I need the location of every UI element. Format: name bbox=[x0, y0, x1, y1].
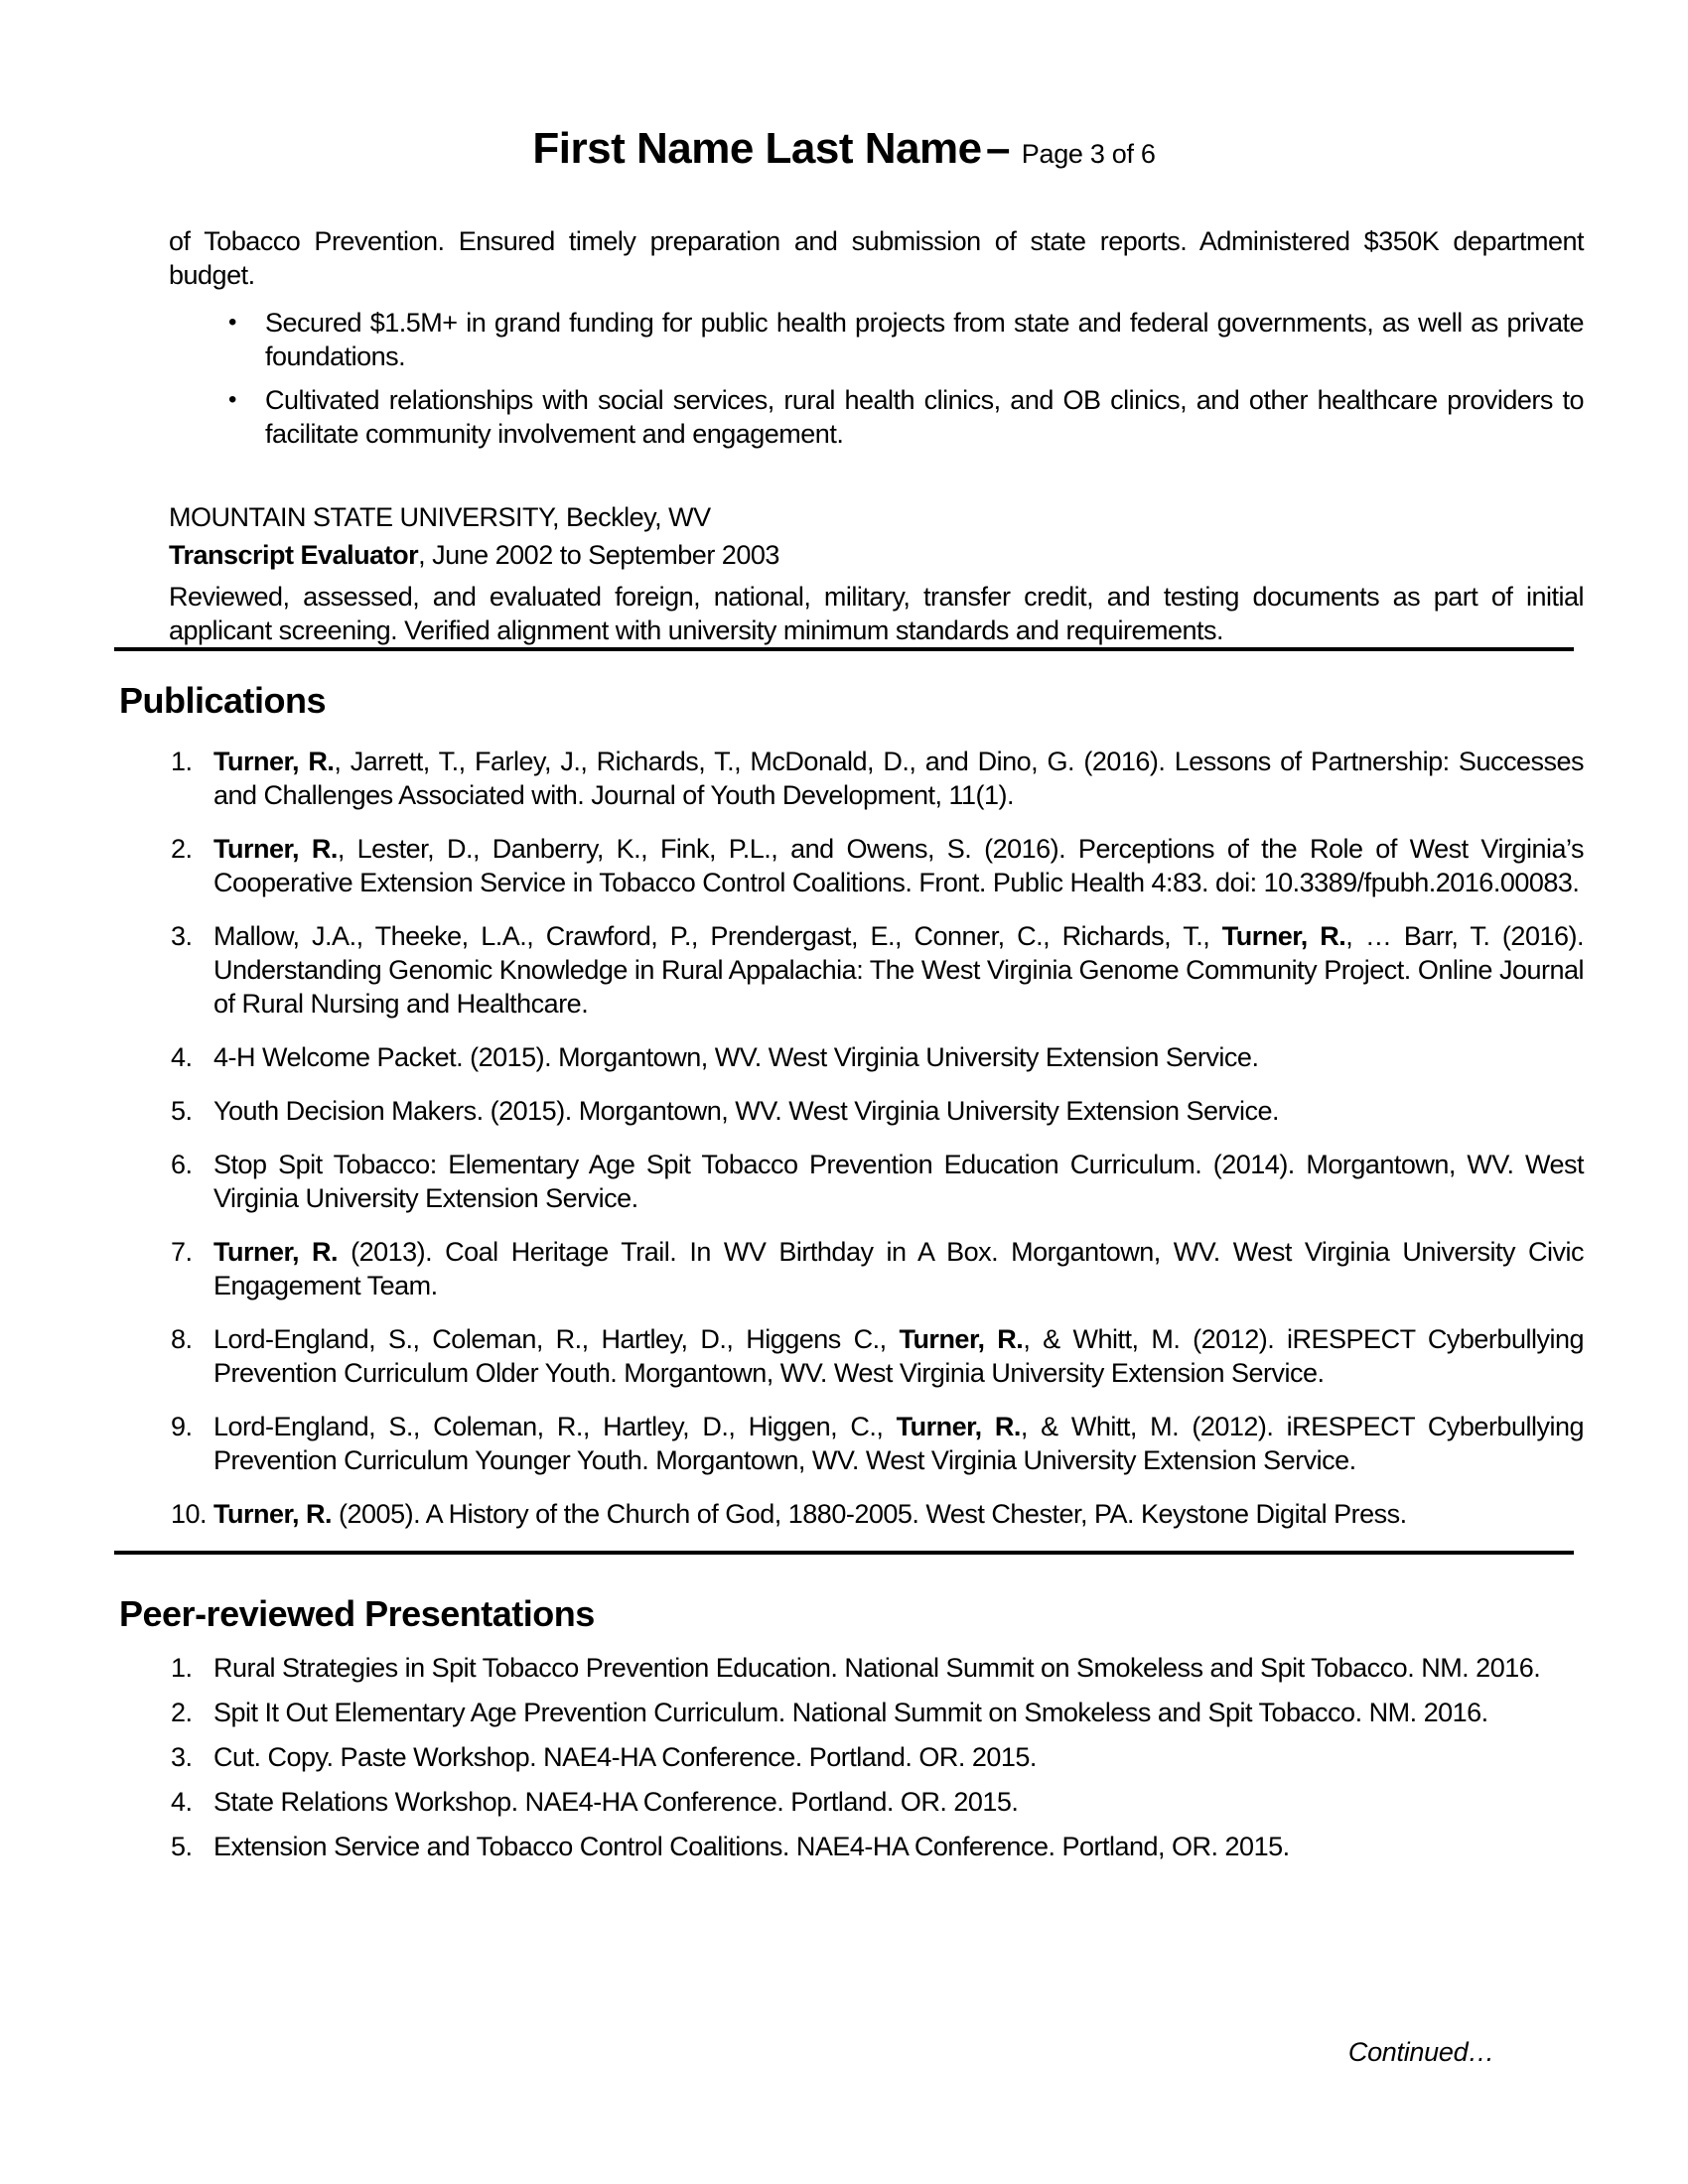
publication-item bbox=[119, 919, 1584, 1021]
author-name-bold: Turner, R. bbox=[213, 1499, 333, 1529]
job-description: Reviewed, assessed, and evaluated foreign, national, military, transfer credit, and testing documents as part of initial applicant screening. Verified alignment with university minimum standards and requirements. bbox=[169, 582, 1584, 645]
author-name-bold: Turner, R. bbox=[1221, 921, 1346, 951]
publications-heading: Publications bbox=[119, 680, 327, 721]
citation-text: Lord-England, S., Coleman, R., Hartley, D., Higgen, C., bbox=[213, 1412, 897, 1441]
publication-item bbox=[119, 1040, 1584, 1074]
citation-text: , Jarrett, T., Farley, J., Richards, T., McDonald, D., and Dino, G. (2016). Lessons of Partnership: Successes and Challenges Associated with. Journal of Youth Development, 11(1). bbox=[213, 747, 1584, 810]
list-number: 3. bbox=[171, 1742, 193, 1772]
experience-bullet-list bbox=[119, 306, 1584, 451]
list-number: 1. bbox=[171, 747, 193, 776]
publication-item bbox=[119, 1497, 1584, 1531]
citation-text: , & Whitt, M. (2012). iRESPECT Cyberbullying Prevention Curriculum Younger Youth. Morgantown, WV. West Virginia University Extension Service. bbox=[213, 1412, 1584, 1475]
job-title-line bbox=[169, 538, 1584, 572]
job-title-bold: Transcript Evaluator bbox=[169, 540, 419, 570]
bullet-text: Secured $1.5M+ in grand funding for public health projects from state and federal governments, as well as private foundations. bbox=[265, 308, 1584, 371]
publication-item bbox=[119, 1322, 1584, 1390]
list-number: 6. bbox=[171, 1150, 193, 1179]
list-number: 9. bbox=[171, 1412, 193, 1441]
list-number: 2. bbox=[171, 834, 193, 864]
presentations-heading: Peer-reviewed Presentations bbox=[119, 1593, 595, 1634]
presentation-item bbox=[119, 1786, 1584, 1818]
publication-item bbox=[119, 1235, 1584, 1302]
citation-text: Mallow, J.A., Theeke, L.A., Crawford, P., Prendergast, E., Conner, C., Richards, T., bbox=[213, 921, 1222, 951]
experience-bullet bbox=[119, 306, 1584, 373]
page-content bbox=[119, 224, 1584, 1862]
experience-section bbox=[119, 224, 1584, 647]
citation-text: Cut. Copy. Paste Workshop. NAE4-HA Conference. Portland. OR. 2015. bbox=[213, 1742, 1037, 1772]
list-number: 10. bbox=[171, 1499, 208, 1529]
author-name-bold: Turner, R. bbox=[213, 1237, 339, 1267]
page-header bbox=[0, 121, 1688, 187]
experience-intro-paragraph: of Tobacco Prevention. Ensured timely preparation and submission of state reports. Administered $350K department budget. bbox=[169, 226, 1584, 290]
list-number: 5. bbox=[171, 1096, 193, 1126]
header-name: First Name Last Name bbox=[532, 124, 982, 173]
list-number: 4. bbox=[171, 1787, 193, 1817]
publication-item bbox=[119, 832, 1584, 899]
author-name-bold: Turner, R. bbox=[896, 1412, 1021, 1441]
publications-list bbox=[119, 745, 1584, 1531]
publication-item bbox=[119, 745, 1584, 812]
citation-text: Spit It Out Elementary Age Prevention Curriculum. National Summit on Smokeless and Spit Tobacco. NM. 2016. bbox=[213, 1698, 1488, 1727]
citation-text: (2013). Coal Heritage Trail. In WV Birthday in A Box. Morgantown, WV. West Virginia University Civic Engagement Team. bbox=[213, 1237, 1584, 1300]
presentation-item bbox=[119, 1741, 1584, 1773]
continued-note: Continued… bbox=[1347, 2037, 1494, 2067]
citation-text: Stop Spit Tobacco: Elementary Age Spit Tobacco Prevention Education Curriculum. (2014). Morgantown, WV. West Virginia University Extension Service. bbox=[213, 1150, 1584, 1213]
citation-text: , … Barr, T. (2016). Understanding Genomic Knowledge in Rural Appalachia: The West Virginia Genome Community Project. Online Journal of Rural Nursing and Healthcare. bbox=[213, 921, 1584, 1019]
list-number: 5. bbox=[171, 1832, 193, 1861]
experience-bullet bbox=[119, 383, 1584, 451]
author-name-bold: Turner, R. bbox=[899, 1324, 1024, 1354]
list-number: 2. bbox=[171, 1698, 193, 1727]
employer-line: MOUNTAIN STATE UNIVERSITY, Beckley, WV bbox=[169, 502, 711, 532]
citation-text: Youth Decision Makers. (2015). Morgantown, WV. West Virginia University Extension Service. bbox=[213, 1096, 1279, 1126]
publication-item bbox=[119, 1148, 1584, 1215]
citation-text: Lord-England, S., Coleman, R., Hartley, D., Higgens C., bbox=[213, 1324, 900, 1354]
page-indicator: Page 3 of 6 bbox=[1021, 139, 1156, 169]
publication-item bbox=[119, 1094, 1584, 1128]
list-number: 3. bbox=[171, 921, 193, 951]
list-number: 1. bbox=[171, 1653, 193, 1683]
author-name-bold: Turner, R. bbox=[213, 834, 338, 864]
presentation-item bbox=[119, 1831, 1584, 1862]
presentations-list bbox=[119, 1652, 1584, 1862]
job-title-dates: , June 2002 to September 2003 bbox=[418, 540, 779, 570]
bullet-marker: • bbox=[228, 309, 236, 336]
publications-section bbox=[119, 679, 1584, 1531]
citation-text: Rural Strategies in Spit Tobacco Prevention Education. National Summit on Smokeless and Spit Tobacco. NM. 2016. bbox=[213, 1653, 1541, 1683]
bullet-marker: • bbox=[228, 386, 236, 413]
presentation-item bbox=[119, 1652, 1584, 1684]
section-divider bbox=[114, 647, 1574, 651]
list-number: 4. bbox=[171, 1042, 193, 1072]
bullet-text: Cultivated relationships with social services, rural health clinics, and OB clinics, and other healthcare providers to facilitate community involvement and engagement. bbox=[265, 385, 1584, 449]
citation-text: , & Whitt, M. (2012). iRESPECT Cyberbullying Prevention Curriculum Older Youth. Morgantown, WV. West Virginia University Extension Service. bbox=[213, 1324, 1584, 1388]
citation-text: Extension Service and Tobacco Control Coalitions. NAE4-HA Conference. Portland, OR. 2015. bbox=[213, 1832, 1290, 1861]
publication-item bbox=[119, 1410, 1584, 1477]
citation-text: State Relations Workshop. NAE4-HA Conference. Portland. OR. 2015. bbox=[213, 1787, 1019, 1817]
presentation-item bbox=[119, 1697, 1584, 1728]
list-number: 8. bbox=[171, 1324, 193, 1354]
presentations-section bbox=[119, 1592, 1584, 1862]
list-number: 7. bbox=[171, 1237, 193, 1267]
citation-text: 4-H Welcome Packet. (2015). Morgantown, WV. West Virginia University Extension Service. bbox=[213, 1042, 1259, 1072]
section-divider bbox=[114, 1551, 1574, 1555]
citation-text: , Lester, D., Danberry, K., Fink, P.L., and Owens, S. (2016). Perceptions of the Role of West Virginia’s Cooperative Extension Service in Tobacco Control Coalitions. Front. Public Health 4:83. doi: 10.3389/fpubh.2016.00083. bbox=[213, 834, 1584, 897]
citation-text: (2005). A History of the Church of God, 1880-2005. West Chester, PA. Keystone Digital Press. bbox=[332, 1499, 1407, 1529]
author-name-bold: Turner, R. bbox=[213, 747, 335, 776]
header-dash: – bbox=[986, 124, 1011, 173]
